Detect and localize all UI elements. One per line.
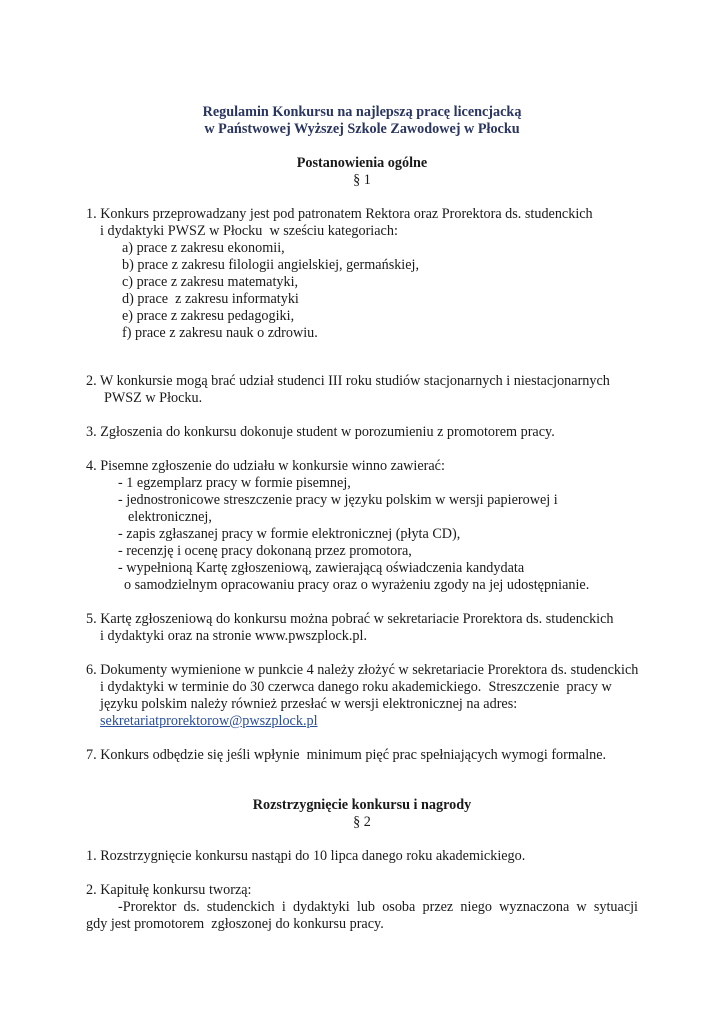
- category-item: d) prace z zakresu informatyki: [122, 291, 299, 307]
- requirement-item: - zapis zgłaszanej pracy w formie elektronicznej (płyta CD),: [118, 526, 461, 542]
- s1-point-7: 7. Konkurs odbędzie się jeśli wpłynie minimum pięć prac spełniających wymogi formalne.: [86, 747, 607, 763]
- s1-point-1-line-2: i dydaktyki PWSZ w Płocku w sześciu kategoriach:: [100, 223, 398, 239]
- s1-point-5-line-2: i dydaktyki oraz na stronie www.pwszplock.pl.: [100, 628, 368, 644]
- category-item: f) prace z zakresu nauk o zdrowiu.: [122, 325, 318, 341]
- category-item: b) prace z zakresu filologii angielskiej, germańskiej,: [122, 257, 420, 273]
- s2-point-2-line-1: 2. Kapitułę konkursu tworzą:: [86, 882, 252, 898]
- section-2-paragraph-mark: § 2: [353, 814, 371, 830]
- category-item: a) prace z zakresu ekonomii,: [122, 240, 285, 256]
- requirement-item: - recenzję i ocenę pracy dokonaną przez promotora,: [118, 543, 412, 559]
- document-title-line-1: Regulamin Konkursu na najlepszą pracę licencjacką: [202, 104, 522, 120]
- s1-point-5-line-1: 5. Kartę zgłoszeniową do konkursu można pobrać w sekretariacie Prorektora ds. studenckich: [86, 611, 614, 627]
- s1-point-4-line-1: 4. Pisemne zgłoszenie do udziału w konkursie winno zawierać:: [86, 458, 445, 474]
- s1-point-2-line-1: 2. W konkursie mogą brać udział studenci III roku studiów stacjonarnych i niestacjonarnych: [86, 373, 610, 389]
- s1-point-6-line-1: 6. Dokumenty wymienione w punkcie 4 należy złożyć w sekretariacie Prorektora ds. studenckich: [86, 662, 639, 678]
- requirement-item-continuation: o samodzielnym opracowaniu pracy oraz o wyrażeniu zgody na jej udostępnianie.: [124, 577, 590, 593]
- requirement-item-continuation: elektronicznej,: [128, 509, 212, 525]
- s2-point-2-line-2: -Prorektor ds. studenckich i dydaktyki lub osoba przez niego wyznaczona w sytuacji: [118, 899, 638, 915]
- category-item: c) prace z zakresu matematyki,: [122, 274, 299, 290]
- section-1-paragraph-mark: § 1: [353, 172, 371, 188]
- s1-point-3: 3. Zgłoszenia do konkursu dokonuje student w porozumieniu z promotorem pracy.: [86, 424, 555, 440]
- section-1-heading: Postanowienia ogólne: [296, 155, 428, 171]
- document-title-line-2: w Państwowej Wyższej Szkole Zawodowej w Płocku: [204, 121, 520, 137]
- s1-point-6-line-2: i dydaktyki w terminie do 30 czerwca danego roku akademickiego. Streszczenie pracy w: [100, 679, 612, 695]
- s1-point-1-line-1: 1. Konkurs przeprowadzany jest pod patronatem Rektora oraz Prorektora ds. studenckich: [86, 206, 593, 222]
- section-2-heading: Rozstrzygnięcie konkursu i nagrody: [252, 797, 472, 813]
- requirement-item: - 1 egzemplarz pracy w formie pisemnej,: [118, 475, 351, 491]
- email-link[interactable]: sekretariatprorektorow@pwszplock.pl: [100, 713, 318, 729]
- requirement-item: - wypełnioną Kartę zgłoszeniową, zawierającą oświadczenia kandydata: [118, 560, 525, 576]
- s2-point-2-line-3: gdy jest promotorem zgłoszonej do konkursu pracy.: [86, 916, 384, 932]
- category-item: e) prace z zakresu pedagogiki,: [122, 308, 295, 324]
- s1-point-6-line-3: języku polskim należy również przesłać w wersji elektronicznej na adres:: [100, 696, 518, 712]
- s1-point-2-line-2: PWSZ w Płocku.: [104, 390, 203, 406]
- requirement-item: - jednostronicowe streszczenie pracy w języku polskim w wersji papierowej i: [118, 492, 558, 508]
- s2-point-1: 1. Rozstrzygnięcie konkursu nastąpi do 10 lipca danego roku akademickiego.: [86, 848, 526, 864]
